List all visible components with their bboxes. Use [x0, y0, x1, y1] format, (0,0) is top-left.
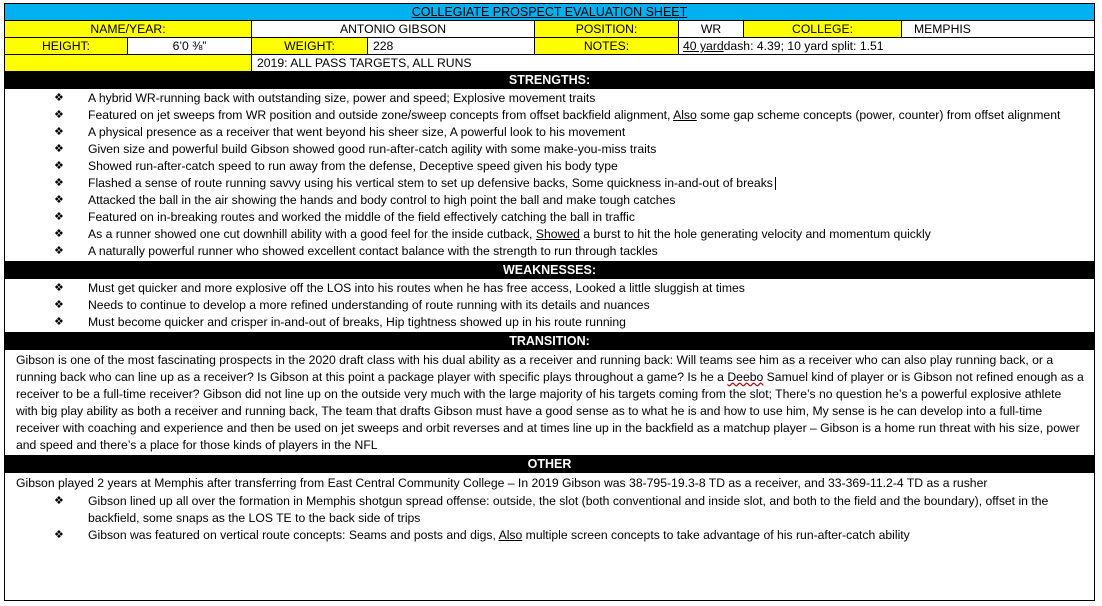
- list-item: [5, 226, 1094, 243]
- diamond-bullet-icon: ❖: [54, 160, 64, 172]
- diamond-bullet-icon: ❖: [54, 109, 64, 121]
- diamond-bullet-icon: ❖: [54, 143, 64, 155]
- list-item: [5, 527, 1094, 544]
- strengths-item-text: Attacked the ball in the air showing the hands and body control to high point the ball and make tough catches: [88, 193, 676, 207]
- diamond-bullet-icon: ❖: [54, 495, 64, 507]
- weaknesses-item-text: Needs to continue to develop a more refined understanding of route running with its details and nuances: [88, 298, 650, 312]
- diamond-bullet-icon: ❖: [54, 228, 64, 240]
- other-item-2-underlined: Also: [498, 528, 523, 542]
- list-item: [5, 158, 1094, 175]
- info-row-2: [5, 38, 1094, 55]
- other-item-1: Gibson lined up all over the formation in Memphis shotgun spread offense: outside, the slot (both conventional and inside slot, and both to the field and the boundary), offset in the backfield, some snaps as the LOS TE to the back side of trips: [88, 494, 1049, 525]
- strengths-item-text: Given size and powerful build Gibson showed good run-after-catch agility with some make-you-miss traits: [88, 142, 657, 156]
- name-year-label: NAME/YEAR:: [5, 21, 252, 37]
- notes-label: NOTES:: [535, 38, 679, 54]
- strengths-item-part: Featured on jet sweeps from WR position and outside zone/sweep concepts from offset backfield alignment,: [88, 108, 674, 122]
- other-item-2-a: Gibson was featured on vertical route concepts: Seams and posts and digs,: [88, 528, 499, 542]
- strengths-item-text: Showed run-after-catch speed to run away from the defense, Deceptive speed given his body type: [88, 159, 618, 173]
- strengths-item-text: Featured on in-breaking routes and worked the middle of the field effectively catching the ball in traffic: [88, 210, 635, 224]
- list-item: [5, 141, 1094, 158]
- weaknesses-heading: WEAKNESSES:: [5, 262, 1094, 279]
- height-value: 6’0 ⅜”: [128, 38, 252, 54]
- list-item: [5, 209, 1094, 226]
- diamond-bullet-icon: ❖: [54, 92, 64, 104]
- list-item: [5, 314, 1094, 331]
- strengths-item-text: Flashed a sense of route running savvy using his vertical stem to set up defensive backs, Some quickness in-and-out of breaks: [88, 176, 773, 190]
- list-item: [5, 243, 1094, 260]
- sample-spacer: [5, 55, 252, 71]
- strengths-item-part: some gap scheme concepts (power, counter) from offset alignment: [696, 108, 1061, 122]
- other-heading: OTHER: [5, 456, 1094, 473]
- sheet-title: [5, 4, 1094, 20]
- player-name: ANTONIO GIBSON: [252, 21, 535, 37]
- position-label: POSITION:: [535, 21, 679, 37]
- weight-label: WEIGHT:: [252, 38, 368, 54]
- strengths-item-part: a burst to hit the hole generating velocity and momentum quickly: [579, 227, 931, 241]
- strengths-item-part: Showed: [535, 227, 580, 241]
- position-value: WR: [679, 21, 744, 37]
- title-row: [5, 4, 1094, 21]
- evaluation-sheet: [4, 3, 1095, 601]
- list-item: [5, 297, 1094, 314]
- strengths-section: [5, 89, 1094, 262]
- other-intro: Gibson played 2 years at Memphis after transferring from East Central Community College – In 2019 Gibson was 38-795-19.3-8 TD as a receiver, and 33-369-11.2-4 TD as a rusher: [16, 476, 988, 490]
- list-item: [5, 493, 1094, 527]
- list-item: [5, 107, 1094, 124]
- strengths-item-part: Also: [673, 108, 697, 122]
- text-cursor: [775, 177, 776, 190]
- strengths-list: [5, 89, 1094, 261]
- weight-value: 228: [368, 38, 535, 54]
- college-value: MEMPHIS: [914, 22, 971, 36]
- list-item: [5, 192, 1094, 209]
- transition-text-b: Samuel kind of player or is Gibson not refined enough as a receiver to be a full-time receiver? Gibson did not line up on the outside very much with the large majority of his targets coming from the slot; There’s no question he’s a powerful explosive athlete with big play ability as both a receiver and running back, The team that drafts Gibson must have a good sense as to what he is and how to use him, My sense is he can develop into a full-time receiver with coaching and experience and then be used on jet sweeps and orbit reverses and at times line up in the backfield as a matchup player – Gibson is a home run threat with his size, power and speed and there’s a place for those kinds of players in the NFL: [16, 370, 1084, 452]
- diamond-bullet-icon: ❖: [54, 282, 64, 294]
- transition-text: [5, 350, 1094, 456]
- transition-heading: TRANSITION:: [5, 333, 1094, 350]
- diamond-bullet-icon: ❖: [54, 126, 64, 138]
- list-item: [5, 175, 1094, 192]
- college-label: COLLEGE:: [744, 21, 902, 37]
- strengths-item-text: A hybrid WR-running back with outstanding size, power and speed; Explosive movement traits: [88, 91, 596, 105]
- strengths-item-part: As a runner showed one cut downhill ability with a good feel for the inside cutback,: [88, 227, 536, 241]
- height-label: HEIGHT:: [5, 38, 128, 54]
- list-item: [5, 124, 1094, 141]
- other-item-2-b: multiple screen concepts to take advantage of his run-after-catch ability: [522, 528, 910, 542]
- list-item: [5, 90, 1094, 107]
- transition-text-a: Gibson is one of the most fascinating prospects in the 2020 draft class with his dual ability as a receiver and running back: Will teams see him as a receiver who can also play running back, or a running back who can line up as a receiver? Is Gibson at this point a package player with specific plays throughout a game? Is he a: [16, 353, 1054, 384]
- diamond-bullet-icon: ❖: [54, 177, 64, 189]
- notes-underlined: 40 yard: [683, 39, 724, 53]
- notes-value: [679, 38, 1094, 54]
- other-section: [5, 473, 1094, 545]
- sheet-title-text: COLLEGIATE PROSPECT EVALUATION SHEET: [411, 5, 688, 19]
- diamond-bullet-icon: ❖: [54, 529, 64, 541]
- sample-text: 2019: ALL PASS TARGETS, ALL RUNS: [257, 56, 472, 70]
- other-list: [5, 492, 1094, 545]
- diamond-bullet-icon: ❖: [54, 211, 64, 223]
- strengths-heading: STRENGTHS:: [5, 72, 1094, 89]
- strengths-item-text: A naturally powerful runner who showed excellent contact balance with the strength to run through tackles: [88, 244, 658, 258]
- weaknesses-section: [5, 279, 1094, 333]
- transition-flagged-word: Deebo: [727, 370, 764, 384]
- weaknesses-item-text: Must become quicker and crisper in-and-out of breaks, Hip tightness showed up in his route running: [88, 315, 626, 329]
- diamond-bullet-icon: ❖: [54, 316, 64, 328]
- weaknesses-list: [5, 279, 1094, 332]
- info-row-1: [5, 21, 1094, 38]
- diamond-bullet-icon: ❖: [54, 194, 64, 206]
- notes-rest: dash: 4.39; 10 yard split: 1.51: [723, 39, 884, 53]
- list-item: [5, 280, 1094, 297]
- weaknesses-item-text: Must get quicker and more explosive off the LOS into his routes when he has free access, Looked a little sluggish at times: [88, 281, 745, 295]
- strengths-item-text: A physical presence as a receiver that went beyond his sheer size, A powerful look to his movement: [88, 125, 626, 139]
- diamond-bullet-icon: ❖: [54, 245, 64, 257]
- sample-row: [5, 55, 1094, 72]
- diamond-bullet-icon: ❖: [54, 299, 64, 311]
